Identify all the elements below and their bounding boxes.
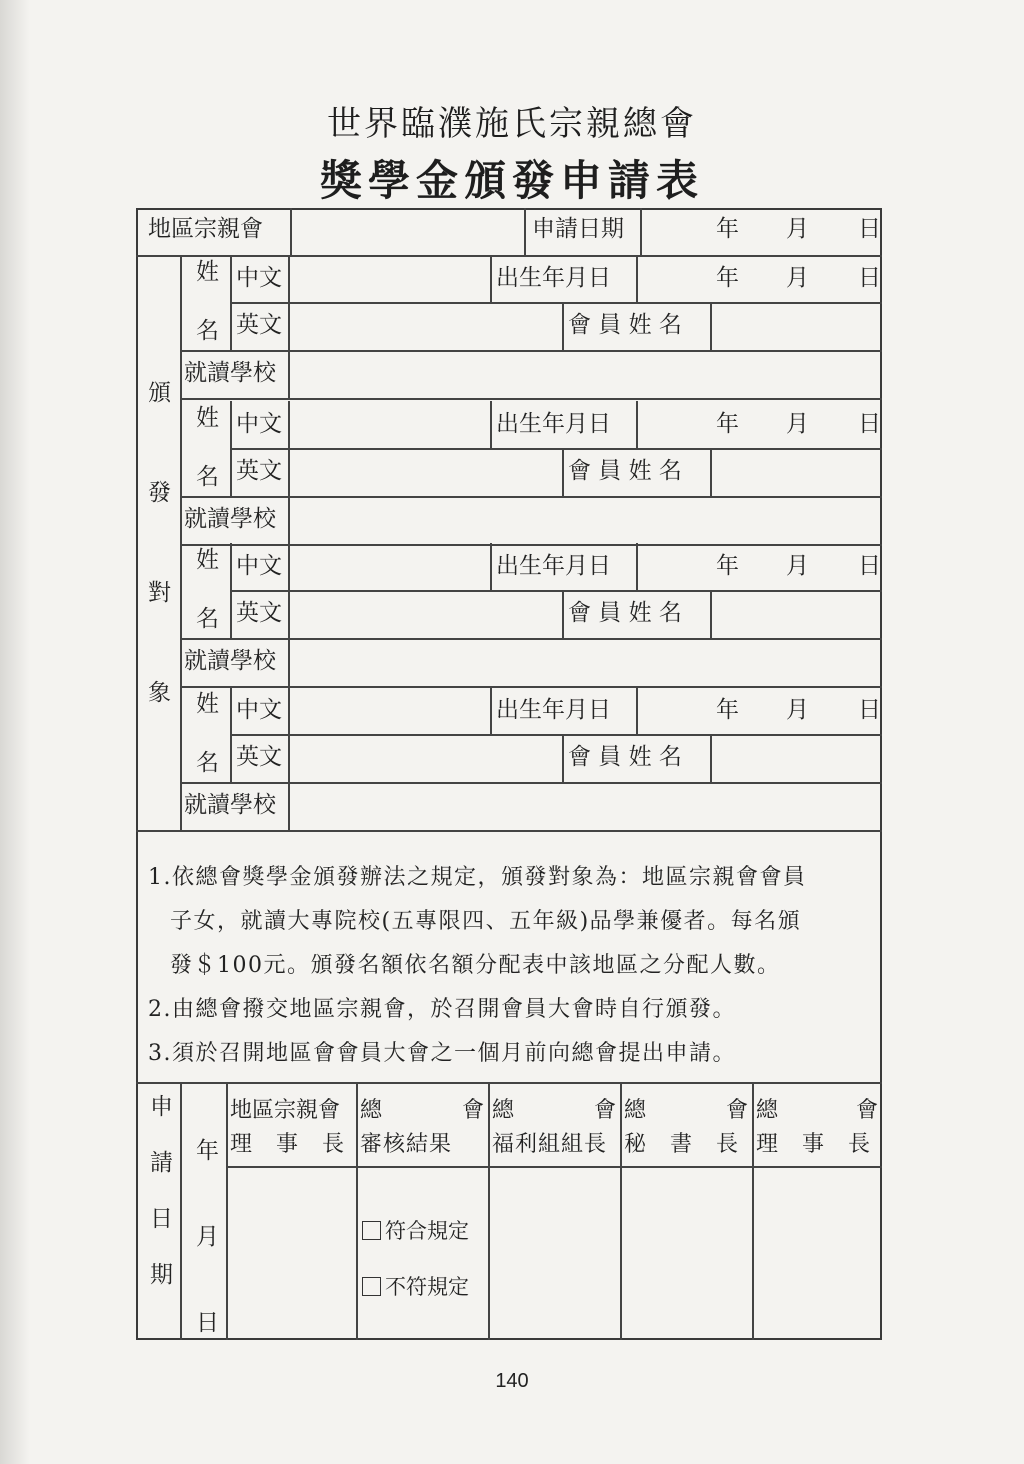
given-name-char: 名 — [196, 750, 219, 776]
birthdate-label: 出生年月日 — [496, 411, 611, 437]
school-input[interactable] — [290, 498, 880, 542]
school-input[interactable] — [290, 784, 880, 828]
grid-line — [490, 401, 492, 448]
birth-year-label: 年 — [716, 265, 739, 291]
grid-line — [180, 1082, 182, 1340]
approval-col-top: 地區宗親會 — [230, 1098, 341, 1123]
approval-col-top: 總 — [756, 1098, 779, 1123]
grid-line — [562, 590, 564, 638]
apply-date-label: 申請日期 — [532, 216, 624, 242]
english-name-input[interactable] — [290, 736, 560, 780]
region-label: 地區宗親會 — [148, 216, 263, 242]
birth-month-label: 月 — [786, 411, 809, 437]
birth-year-label: 年 — [716, 411, 739, 437]
given-name-char: 名 — [196, 606, 219, 632]
birth-day-label: 日 — [858, 697, 881, 723]
chinese-name-label: 中文 — [236, 697, 282, 723]
birthdate-input[interactable] — [638, 689, 714, 733]
approval-col-top-right: 會 — [462, 1098, 485, 1123]
chinese-name-label: 中文 — [236, 265, 282, 291]
apply-date-vertical-char: 期 — [150, 1262, 173, 1288]
chinese-name-label: 中文 — [236, 411, 282, 437]
check-noncompliant[interactable] — [362, 1271, 469, 1301]
checkbox-compliant[interactable] — [362, 1221, 381, 1240]
grid-line — [180, 686, 882, 688]
recipient-vertical-char: 對 — [148, 580, 171, 606]
approval-col-title: 福利組組長 — [492, 1132, 608, 1157]
approval-col-title: 秘 書 長 — [624, 1132, 740, 1157]
check-noncompliant-label: 不符規定 — [385, 1275, 469, 1299]
region-input[interactable] — [292, 210, 522, 253]
grid-line — [180, 255, 182, 830]
grid-line — [136, 255, 882, 257]
note-line: 1.依總會獎學金頒發辦法之規定，頒發對象為：地區宗親會會員 — [148, 865, 807, 890]
given-name-char: 名 — [196, 464, 219, 490]
school-label: 就讀學校 — [184, 648, 276, 674]
member-name-input[interactable] — [712, 304, 880, 348]
birth-day-label: 日 — [858, 411, 881, 437]
member-name-label: 會 員 姓 名 — [568, 312, 682, 338]
approval-col-top-right: 會 — [594, 1098, 617, 1123]
grid-line — [562, 302, 564, 350]
approval-signature-cell[interactable] — [754, 1168, 880, 1338]
approval-col-top-right: 會 — [856, 1098, 879, 1123]
school-label: 就讀學校 — [184, 360, 276, 386]
member-name-label: 會 員 姓 名 — [568, 458, 682, 484]
member-name-input[interactable] — [712, 450, 880, 494]
recipient-vertical-char: 頒 — [148, 380, 171, 406]
note-line: 發＄100元。頒發名額依名額分配表中該地區之分配人數。 — [170, 953, 781, 978]
birthdate-input[interactable] — [638, 403, 714, 447]
english-name-label: 英文 — [236, 458, 282, 484]
grid-line — [136, 830, 882, 832]
recipient-vertical-char: 發 — [148, 480, 171, 506]
school-label: 就讀學校 — [184, 506, 276, 532]
grid-line — [230, 401, 232, 496]
note-line: 2.由總會撥交地區宗親會，於召開會員大會時自行頒發。 — [148, 997, 736, 1022]
check-compliant-label: 符合規定 — [385, 1219, 469, 1243]
surname-char: 姓 — [196, 405, 219, 431]
form-title: 獎學金頒發申請表 — [319, 156, 704, 205]
month-label: 月 — [786, 216, 809, 242]
chinese-name-input[interactable] — [290, 545, 488, 589]
birth-month-label: 月 — [786, 553, 809, 579]
grid-line — [490, 687, 492, 734]
org-title: 世界臨濮施氏宗親總會 — [327, 104, 697, 144]
approval-day-label: 日 — [196, 1310, 219, 1336]
birth-month-label: 月 — [786, 697, 809, 723]
approval-col-title: 理 事 長 — [230, 1132, 346, 1157]
note-line: 3.須於召開地區會會員大會之一個月前向總會提出申請。 — [148, 1041, 736, 1066]
recipient-vertical-char: 象 — [148, 680, 171, 706]
apply-date-vertical-char: 申 — [150, 1094, 173, 1120]
rules-notes — [148, 856, 874, 1076]
chinese-name-input[interactable] — [290, 689, 488, 733]
member-name-label: 會 員 姓 名 — [568, 744, 682, 770]
english-name-input[interactable] — [290, 450, 560, 494]
english-name-input[interactable] — [290, 304, 560, 348]
approval-col-top: 總 — [360, 1098, 383, 1123]
grid-line — [230, 543, 232, 638]
birthdate-label: 出生年月日 — [496, 265, 611, 291]
grid-line — [562, 448, 564, 496]
english-name-label: 英文 — [236, 312, 282, 338]
surname-char: 姓 — [196, 259, 219, 285]
school-label: 就讀學校 — [184, 792, 276, 818]
grid-line — [562, 734, 564, 782]
grid-line — [490, 543, 492, 590]
chinese-name-input[interactable] — [290, 403, 488, 447]
grid-line — [524, 208, 526, 255]
chinese-name-input[interactable] — [290, 257, 488, 301]
school-input[interactable] — [290, 640, 880, 684]
approval-col-title: 理 事 長 — [756, 1132, 872, 1157]
chinese-name-label: 中文 — [236, 553, 282, 579]
approval-col-top-right: 會 — [726, 1098, 749, 1123]
grid-line — [136, 1082, 882, 1084]
approval-signature-cell[interactable] — [622, 1168, 750, 1338]
approval-col-top: 總 — [624, 1098, 647, 1123]
english-name-label: 英文 — [236, 744, 282, 770]
birthdate-input[interactable] — [638, 257, 714, 301]
member-name-label: 會 員 姓 名 — [568, 600, 682, 626]
check-compliant[interactable] — [362, 1215, 469, 1245]
birth-year-label: 年 — [716, 553, 739, 579]
year-label: 年 — [716, 216, 739, 242]
page-number: 140 — [495, 1370, 529, 1392]
apply-date-vertical-char: 日 — [150, 1206, 173, 1232]
apply-date-vertical-char: 請 — [150, 1150, 173, 1176]
approval-signature-cell[interactable] — [490, 1168, 618, 1338]
english-name-input[interactable] — [290, 592, 560, 636]
birth-month-label: 月 — [786, 265, 809, 291]
member-name-input[interactable] — [712, 592, 880, 636]
page-binding-shadow — [0, 0, 30, 1464]
birth-day-label: 日 — [858, 553, 881, 579]
birthdate-label: 出生年月日 — [496, 553, 611, 579]
note-line: 子女，就讀大專院校(五專限四、五年級)品學兼優者。每名頒 — [170, 909, 802, 934]
day-label: 日 — [858, 216, 881, 242]
surname-char: 姓 — [196, 691, 219, 717]
grid-line — [180, 544, 882, 546]
grid-line — [180, 398, 882, 400]
member-name-input[interactable] — [712, 736, 880, 780]
english-name-label: 英文 — [236, 600, 282, 626]
approval-col-title: 審核結果 — [360, 1132, 453, 1157]
birthdate-input[interactable] — [638, 545, 714, 589]
surname-char: 姓 — [196, 547, 219, 573]
given-name-char: 名 — [196, 318, 219, 344]
approval-year-label: 年 — [196, 1138, 219, 1164]
birth-day-label: 日 — [858, 265, 881, 291]
birthdate-label: 出生年月日 — [496, 697, 611, 723]
checkbox-noncompliant[interactable] — [362, 1277, 381, 1296]
grid-line — [230, 687, 232, 782]
grid-line — [230, 255, 232, 350]
birth-year-label: 年 — [716, 697, 739, 723]
approval-signature-cell[interactable] — [228, 1168, 354, 1338]
grid-line — [490, 255, 492, 302]
approval-month-label: 月 — [196, 1224, 219, 1250]
approval-signature-cell[interactable] — [358, 1168, 486, 1338]
school-input[interactable] — [290, 352, 880, 396]
approval-col-top: 總 — [492, 1098, 515, 1123]
apply-date-input[interactable] — [642, 210, 880, 253]
